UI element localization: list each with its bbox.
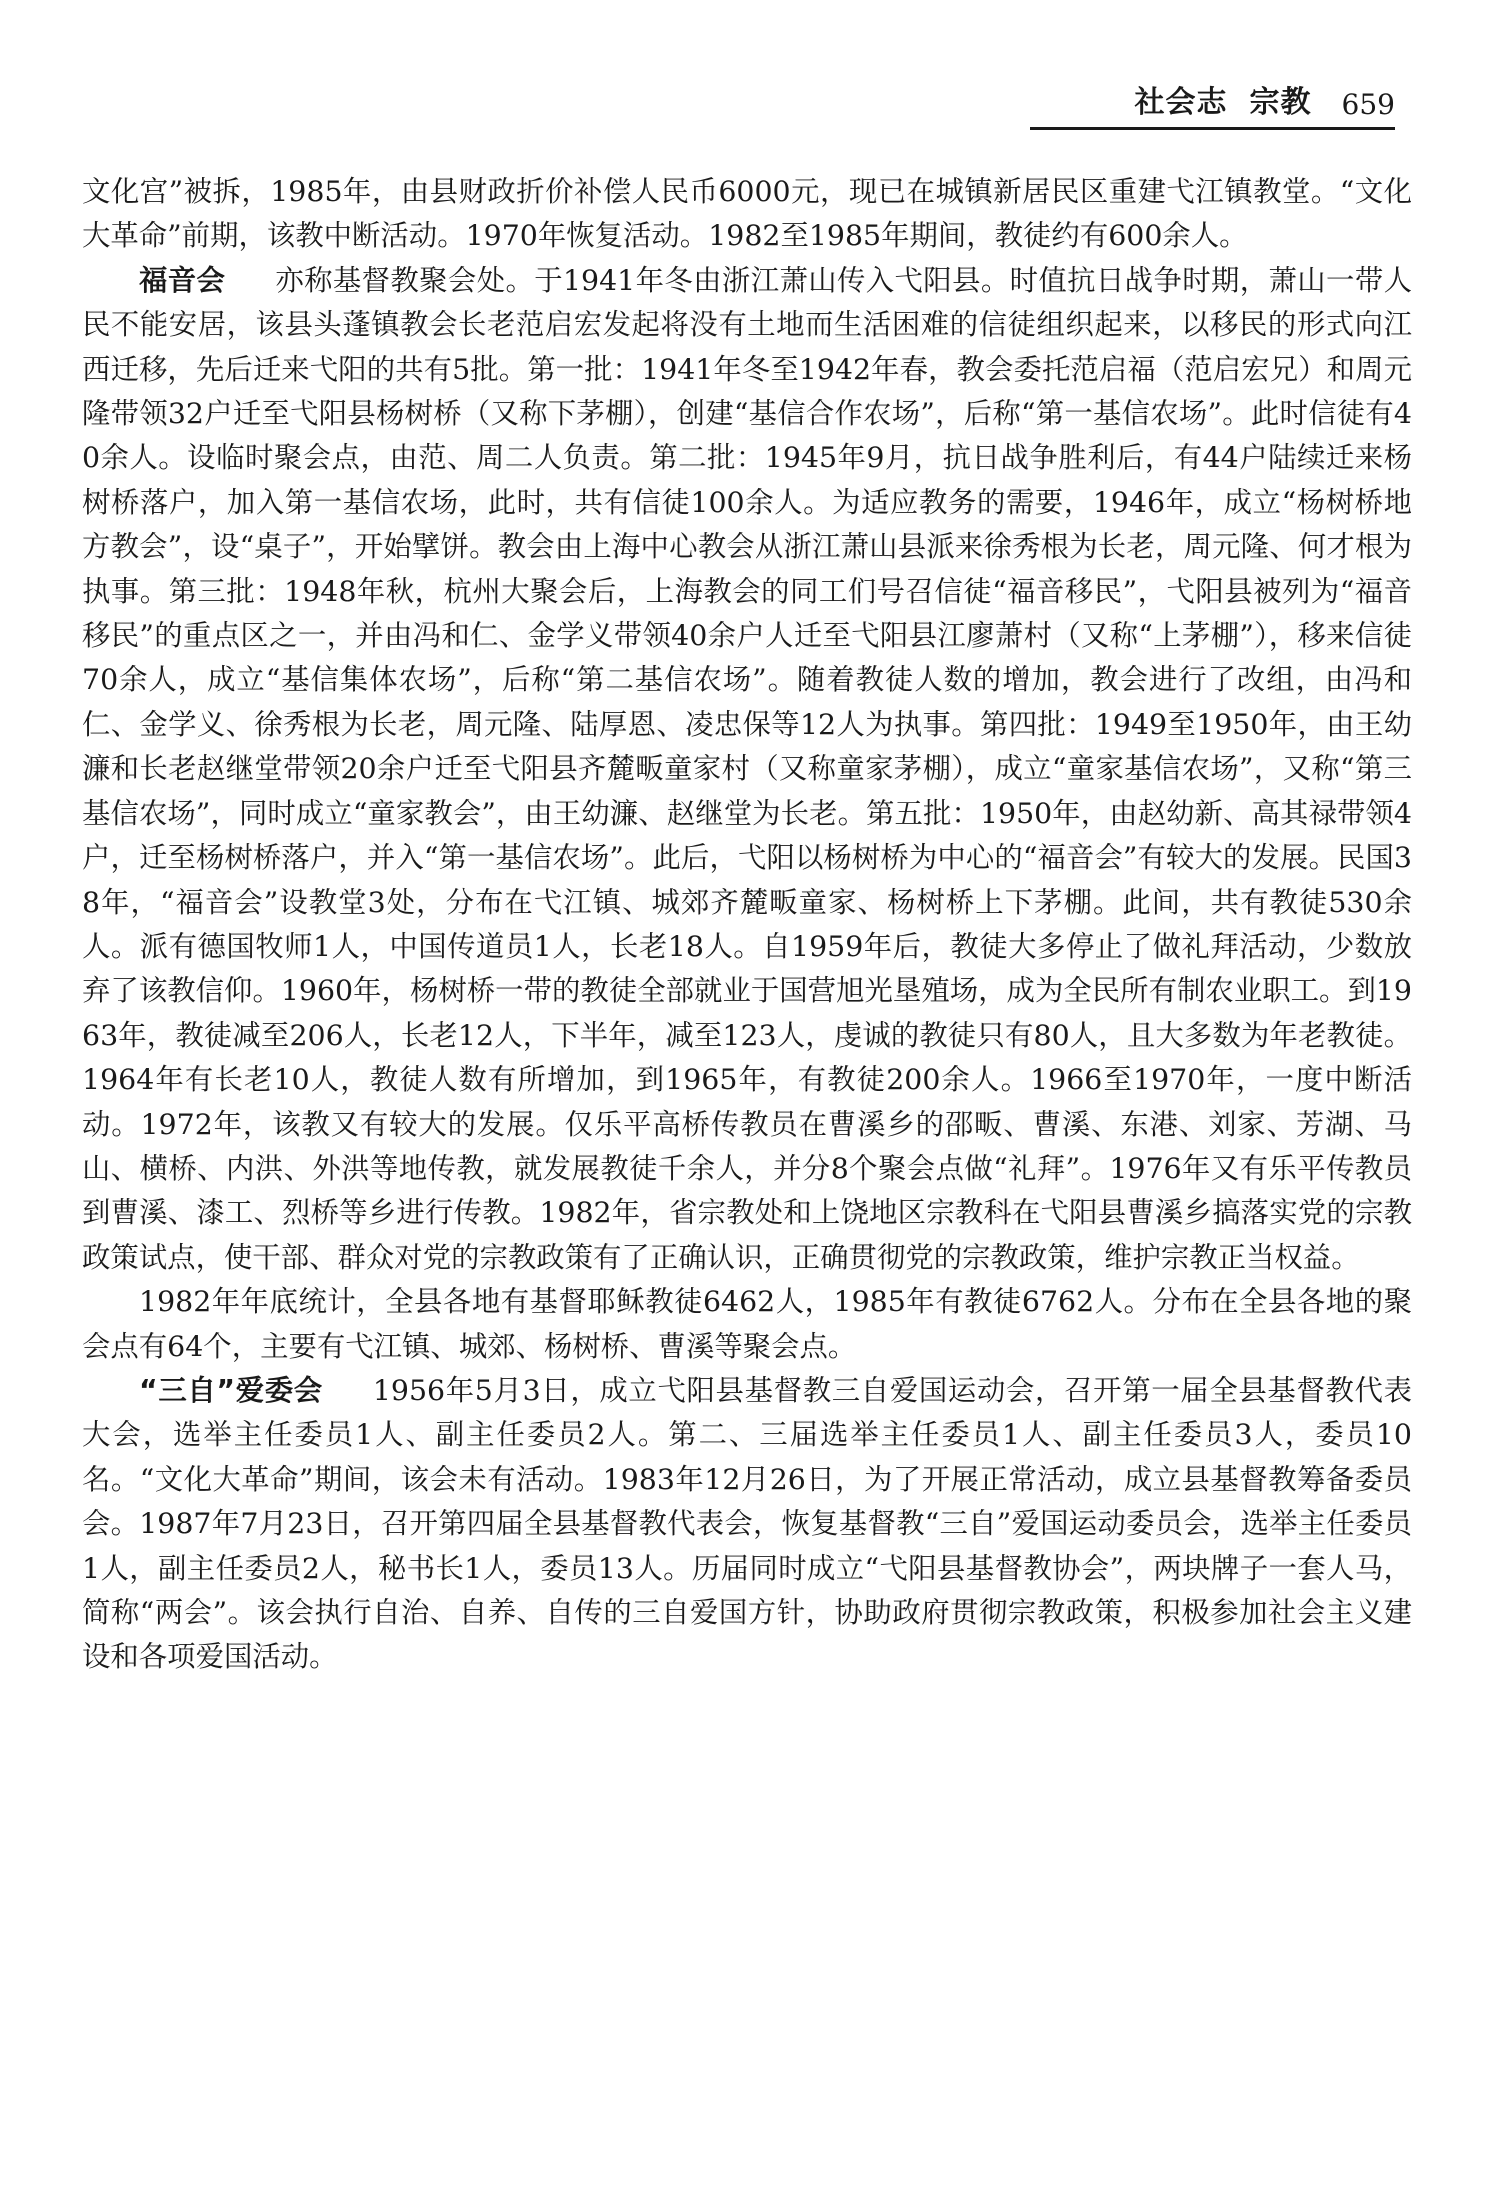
page-body xyxy=(82,170,1412,1680)
paragraph-three-self-committee xyxy=(82,1369,1412,1680)
paragraph-statistics: 1982年年底统计，全县各地有基督耶稣教徒6462人，1985年有教徒6762人。分布在全县各地的聚会点有64个，主要有弋江镇、城郊、杨树桥、曹溪等聚会点。 xyxy=(82,1285,1412,1363)
running-head xyxy=(1030,84,1395,130)
page-number: 659 xyxy=(1341,88,1395,121)
paragraph-gospel-assembly xyxy=(82,259,1412,1280)
subsection-title: 宗教 xyxy=(1249,85,1312,120)
paragraph-catholic-continuation: 文化宫”被拆，1985年，由县财政折价补偿人民币6000元，现已在城镇新居民区重建弋江镇教堂。“文化大革命”前期，该教中断活动。1970年恢复活动。1982至1985年期间，教徒约有600余人。 xyxy=(82,175,1412,253)
entry-body-gospel-assembly: 亦称基督教聚会处。于1941年冬由浙江萧山传入弋阳县。时值抗日战争时期，萧山一带人民不能安居，该县头蓬镇教会长老范启宏发起将没有土地而生活困难的信徒组织起来，以移民的形式向江西迁移，先后迁来弋阳的共有5批。第一批：1941年冬至1942年春，教会委托范启福（范启宏兄）和周元隆带领32户迁至弋阳县杨树桥（又称下茅棚），创建“基信合作农场”，后称“第一基信农场”。此时信徒有40余人。设临时聚会点，由范、周二人负责。第二批：1945年9月，抗日战争胜利后，有44户陆续迁来杨树桥落户，加入第一基信农场，此时，共有信徒100余人。为适应教务的需要，1946年，成立“杨树桥地方教会”，设“桌子”，开始擘饼。教会由上海中心教会从浙江萧山县派来徐秀根为长老，周元隆、何才根为执事。第三批：1948年秋，杭州大聚会后，上海教会的同工们号召信徒“福音移民”，弋阳县被列为“福音移民”的重点区之一，并由冯和仁、金学义带领40余户人迁至弋阳县江廖萧村（又称“上茅棚”），移来信徒70余人，成立“基信集体农场”，后称“第二基信农场”。随着教徒人数的增加，教会进行了改组，由冯和仁、金学义、徐秀根为长老，周元隆、陆厚恩、凌忠保等12人为执事。第四批：1949至1950年，由王幼濂和长老赵继堂带领20余户迁至弋阳县齐麓畈童家村（又称童家茅棚），成立“童家基信农场”，又称“第三基信农场”，同时成立“童家教会”，由王幼濂、赵继堂为长老。第五批：1950年，由赵幼新、高其禄带领4户，迁至杨树桥落户，并入“第一基信农场”。此后，弋阳以杨树桥为中心的“福音会”有较大的发展。民国38年，“福音会”设教堂3处，分布在弋江镇、城郊齐麓畈童家、杨树桥上下茅棚。此间，共有教徒530余人。派有德国牧师1人，中国传道员1人，长老18人。自1959年后，教徒大多停止了做礼拜活动，少数放弃了该教信仰。1960年，杨树桥一带的教徒全部就业于国营旭光垦殖场，成为全民所有制农业职工。到1963年，教徒减至206人，长老12人，下半年，减至123人，虔诚的教徒只有80人，且大多数为年老教徒。1964年有长老10人，教徒人数有所增加，到1965年，有教徒200余人。1966至1970年，一度中断活动。1972年，该教又有较大的发展。仅乐平高桥传教员在曹溪乡的邵畈、曹溪、东港、刘家、芳湖、马山、横桥、内洪、外洪等地传教，就发展教徒千余人，并分8个聚会点做“礼拜”。1976年又有乐平传教员到曹溪、漆工、烈桥等乡进行传教。1982年，省宗教处和上饶地区宗教科在弋阳县曹溪乡搞落实党的宗教政策试点，使干部、群众对党的宗教政策有了正确认识，正确贯彻党的宗教政策，维护宗教正当权益。 xyxy=(82,263,1412,1274)
entry-body-three-self-committee: 1956年5月3日，成立弋阳县基督教三自爱国运动会，召开第一届全县基督教代表大会，选举主任委员1人、副主任委员2人。第二、三届选举主任委员1人、副主任委员3人，委员10名。“文化大革命”期间，该会未有活动。1983年12月26日，为了开展正常活动，成立县基督教筹备委员会。1987年7月23日，召开第四届全县基督教代表会，恢复基督教“三自”爱国运动委员会，选举主任委员1人，副主任委员2人，秘书长1人，委员13人。历届同时成立“弋阳县基督教协会”，两块牌子一套人马，简称“两会”。该会执行自治、自养、自传的三自爱国方针，协助政府贯彻宗教政策，积极参加社会主义建设和各项爱国活动。 xyxy=(82,1373,1412,1674)
entry-heading-gospel-assembly: 福音会 xyxy=(139,263,226,297)
entry-heading-three-self-committee: “三自”爱委会 xyxy=(139,1373,323,1407)
section-title: 社会志 xyxy=(1134,85,1228,120)
